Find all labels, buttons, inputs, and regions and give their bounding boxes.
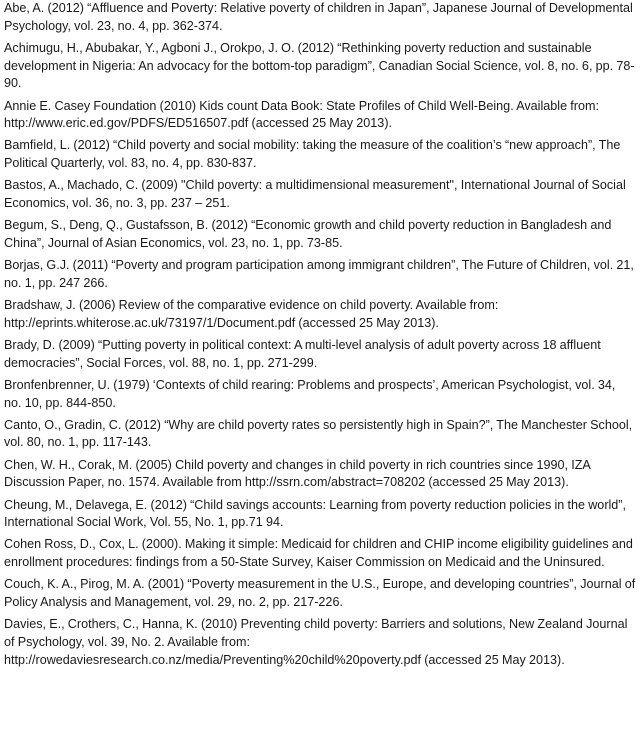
reference-entry: Canto, O., Gradin, C. (2012) “Why are child poverty rates so persistently high in Spain?”, The Manchester School, vol. 80, no. 1, pp. 117-143.	[4, 417, 633, 450]
reference-entry: Cheung, M., Delavega, E. (2012) “Child savings accounts: Learning from poverty reduction policies in the world”, International Social Work, Vol. 55, No. 1, pp.71 94.	[4, 497, 627, 530]
reference-entry: Begum, S., Deng, Q., Gustafsson, B. (2012) “Economic growth and child poverty reduction in Bangladesh and China”, Journal of Asian Economics, vol. 23, no. 1, pp. 73-85.	[4, 218, 612, 250]
reference-entry: Cohen Ross, D., Cox, L. (2000). Making it simple: Medicaid for children and CHIP income eligibility guidelines and enrollment procedures: findings from a 50-State Survey, Kaiser Commission on Medicaid and the Uninsured.	[4, 537, 633, 570]
reference-entry: Annie E. Casey Foundation (2010) Kids count Data Book: State Profiles of Child Well-Being. Available from: http://www.eric.ed.gov/PDFS/ED516507.pdf (accessed 25 May 2013).	[4, 98, 599, 131]
reference-entry: Couch, K. A., Pirog, M. A. (2001) “Poverty measurement in the U.S., Europe, and developing countries”, Journal of Policy Analysis and Management, vol. 29, no. 2, pp. 217-226.	[4, 577, 636, 610]
reference-entry: Chen, W. H., Corak, M. (2005) Child poverty and changes in child poverty in rich countries since 1990, IZA Discussion Paper, no. 1574. Available from http://ssrn.com/abstract=708202 (accessed 25 May 2013).	[4, 457, 591, 490]
reference-entry: Bamfield, L. (2012) “Child poverty and social mobility: taking the measure of the coalition’s “new approach”, The Political Quarterly, vol. 83, no. 4, pp. 830-837.	[4, 138, 621, 171]
reference-entry: Brady, D. (2009) “Putting poverty in political context: A multi-level analysis of adult poverty across 18 affluent democracies”, Social Forces, vol. 88, no. 1, pp. 271-299.	[4, 337, 601, 370]
reference-entry: Bronfenbrenner, U. (1979) ‘Contexts of child rearing: Problems and prospects’, American Psychologist, vol. 34, no. 10, pp. 844-850.	[4, 377, 616, 410]
reference-entry: Bastos, A., Machado, C. (2009) "Child poverty: a multidimensional measurement", International Journal of Social Economics, vol. 36, no. 3, pp. 237 – 251.	[4, 178, 626, 211]
reference-entry: Borjas, G.J. (2011) “Poverty and program participation among immigrant children”, The Future of Children, vol. 21, no. 1, pp. 247 266.	[4, 258, 634, 290]
reference-entry: Abe, A. (2012) “Affluence and Poverty: Relative poverty of children in Japan”, Japanese Journal of Developmental Psychology, vol. 23, no. 4, pp. 362-374.	[4, 1, 633, 33]
reference-entry: Davies, E., Crothers, C., Hanna, K. (2010) Preventing child poverty: Barriers and solutions, New Zealand Journal of Psychology, vol. 39, No. 2. Available from: http://rowedaviesresearch.co.nz/media/Preventing%20child%20poverty.pdf (accessed 25 May 2013).	[4, 617, 628, 667]
reference-entry: Bradshaw, J. (2006) Review of the comparative evidence on child poverty. Available from: http://eprints.whiterose.ac.uk/73197/1/Document.pdf (accessed 25 May 2013).	[4, 298, 499, 330]
reference-list	[4, 0, 636, 674]
reference-entry: Achimugu, H., Abubakar, Y., Agboni J., Orokpo, J. O. (2012) “Rethinking poverty reduction and sustainable development in Nigeria: An advocacy for the bottom-top paradigm”, Canadian Social Science, vol. 8, no. 6, pp. 78-90.	[4, 40, 635, 91]
